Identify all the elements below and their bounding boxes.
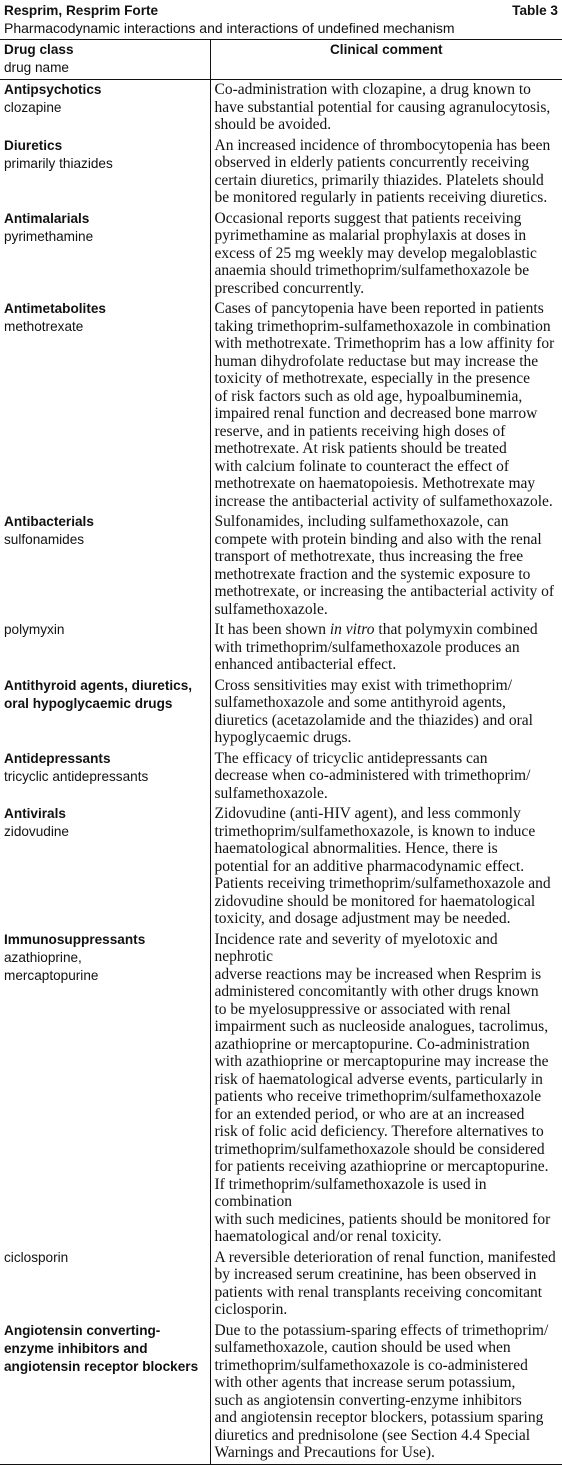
clinical-comment-text: Co-administration with clozapine, a drug known to have substantial potential for causing agranulocytosis, should be avoided. (214, 81, 551, 133)
drug-cell (0, 209, 210, 300)
clinical-comment-text: A reversible deterioration of renal function, manifested by increased serum creatinine, has been observed in patients with renal transplants receiving concomitant ciclosporin. (214, 1248, 556, 1318)
drug-cell (0, 676, 210, 749)
drug-cell (0, 1248, 210, 1321)
drug-cell (0, 136, 210, 209)
clinical-comment-text: Cases of pancytopenia have been reported in patients taking trimethoprim-sulfamethoxazole in combination with methotrexate. Trimethoprim has a low affinity for human dihydrofolate reductase but may increase the toxicity of methotrexate, especially in the presence of risk factors such as old age, hypoalbuminemia, impaired renal function and decreased bone marrow reserve, and in patients receiving high doses of methotrexate. At risk patients should be treated with calcium folinate to counteract the effect of methotrexate on haematopoiesis. Methotrexate may increase the antibacterial activity of sulfamethoxazole. (214, 300, 555, 510)
drug-name: clozapine (4, 100, 62, 115)
column-header-row (0, 40, 562, 80)
drug-name: azathioprine, mercaptopurine (4, 949, 99, 983)
table-row (0, 136, 562, 209)
drug-class: Antidepressants (4, 750, 111, 766)
drug-name: polymyxin (4, 622, 65, 637)
table-row (0, 299, 562, 512)
drug-cell (0, 1321, 210, 1465)
table-row (0, 620, 562, 676)
clinical-comment-text: Due to the potassium-sparing effects of trimethoprim/ sulfamethoxazole, caution should be used when trimethoprim/sulfamethoxazole is co-administered with other agents that increase serum potassium, such as angiotensin converting-enzyme inhibitors and angiotensin receptor blockers, potassium sparing diuretics and prednisolone (see Section 4.4 Special Warnings and Precautions for Use). (214, 1321, 549, 1461)
column-header-comment: Clinical comment (210, 40, 562, 80)
drug-name: ciclosporin (4, 1249, 69, 1265)
table-row (0, 80, 562, 136)
drug-name: tricyclic antidepressants (4, 768, 149, 784)
drug-cell (0, 80, 210, 136)
drug-class: Antimetabolites (4, 301, 106, 316)
table-row (0, 804, 562, 930)
table-row (0, 676, 562, 749)
table-row (0, 512, 562, 620)
comment-italic-term: in vitro (329, 621, 375, 638)
drug-cell (0, 620, 210, 676)
table-row (0, 1321, 562, 1465)
drug-class: Antimalarials (4, 210, 90, 226)
drug-name: methotrexate (4, 319, 84, 334)
clinical-comment-text (215, 621, 559, 674)
table-row (0, 209, 562, 300)
clinical-comment (210, 136, 562, 209)
drug-name: pyrimethamine (4, 228, 94, 244)
clinical-comment (210, 299, 562, 512)
drug-cell (0, 299, 210, 512)
clinical-comment (210, 749, 562, 805)
document-title: Resprim, Resprim Forte (4, 3, 159, 18)
clinical-comment-text: Incidence rate and severity of myelotoxic and nephrotic adverse reactions may be increased when Resprim is administered concomitantly with other drugs known to be myelosuppressive or associated with renal impairment such as nucleoside analogues, tacrolimus, azathioprine or mercaptopurine. Co-administration with azathioprine or mercaptopurine may increase the risk of haematological adverse events, particularly in patients who receive trimethoprim/sulfamethoxazole for an extended period, or who are at an increased risk of folic acid deficiency. Therefore alternatives to trimethoprim/sulfamethoxazole should be considered for patients receiving azathioprine or mercaptopurine. If trimethoprim/sulfamethoxazole is used in combination with such medicines, patients should be monitored for haematological and/or renal toxicity. (214, 930, 551, 1245)
clinical-comment (210, 80, 562, 136)
clinical-comment-text: An increased incidence of thrombocytopenia has been observed in elderly patients concurrently receiving certain diuretics, primarily thiazides. Platelets should be monitored regularly in patients receiving diuretics. (214, 136, 551, 206)
table-label: Table 3 (512, 3, 558, 18)
clinical-comment-text: Occasional reports suggest that patients receiving pyrimethamine as malarial prophylaxis at doses in excess of 25 mg weekly may develop megaloblastic anaemia should trimethoprim/sulfamethoxazole be prescribed concurrently. (214, 209, 537, 297)
table-header-bar (0, 0, 562, 20)
table-row (0, 1248, 562, 1321)
clinical-comment (210, 676, 562, 749)
drug-class: Angiotensin converting- enzyme inhibitors and angiotensin receptor blockers (4, 1322, 199, 1374)
drug-class: Antivirals (4, 806, 66, 821)
drug-class: Antibacterials (4, 514, 94, 529)
drug-name: sulfonamides (4, 532, 85, 547)
drug-class: Diuretics (4, 137, 63, 153)
clinical-comment-text: Zidovudine (anti-HIV agent), and less commonly trimethoprim/sulfamethoxazole, is known to induce haematological abnormalities. Hence, there is potential for an additive pharmacodynamic effect. Patients receiving trimethoprim/sulfamethoxazole and zidovudine should be monitored for haematological toxicity, and dosage adjustment may be needed. (214, 805, 551, 927)
column-header-drug (0, 40, 210, 80)
clinical-comment (210, 512, 562, 620)
drug-cell (0, 749, 210, 805)
clinical-comment (210, 1248, 562, 1321)
drug-class: Antipsychotics (4, 82, 102, 97)
drug-cell (0, 512, 210, 620)
table-subtitle: Pharmacodynamic interactions and interactions of undefined mechanism (0, 20, 562, 40)
drug-name: primarily thiazides (4, 155, 113, 171)
interactions-table (0, 40, 562, 1465)
clinical-comment-text: Cross sensitivities may exist with trimethoprim/ sulfamethoxazole and some antithyroid agents, diuretics (acetazolamide and the thiazides) and oral hypoglycaemic drugs. (214, 676, 533, 746)
comment-text-part: that polymyxin combined with trimethoprim/sulfamethoxazole produces an enhanced antibacterial effect. (214, 621, 538, 673)
clinical-comment-text: The efficacy of tricyclic antidepressants can decrease when co-administered with trimethoprim/ sulfamethoxazole. (214, 749, 531, 802)
comment-text-part: It has been shown (214, 621, 330, 638)
clinical-comment (210, 209, 562, 300)
drug-cell (0, 930, 210, 1248)
drug-class: Antithyroid agents, diuretics, oral hypoglycaemic drugs (4, 677, 193, 711)
drug-name: zidovudine (4, 824, 69, 839)
clinical-comment (210, 930, 562, 1248)
drug-cell (0, 804, 210, 930)
clinical-comment (210, 804, 562, 930)
drug-class: Immunosuppressants (4, 931, 146, 947)
column-header-drug-name: drug name (4, 60, 69, 75)
clinical-comment (210, 1321, 562, 1465)
table-row (0, 749, 562, 805)
clinical-comment (210, 620, 562, 676)
column-header-drug-class: Drug class (4, 42, 74, 57)
table-row (0, 930, 562, 1248)
clinical-comment-text: Sulfonamides, including sulfamethoxazole, can compete with protein binding and also with the renal transport of methotrexate, thus increasing the free methotrexate fraction and the systemic exposure to methotrexate, or increasing the antibacterial activity of sulfamethoxazole. (214, 513, 555, 618)
